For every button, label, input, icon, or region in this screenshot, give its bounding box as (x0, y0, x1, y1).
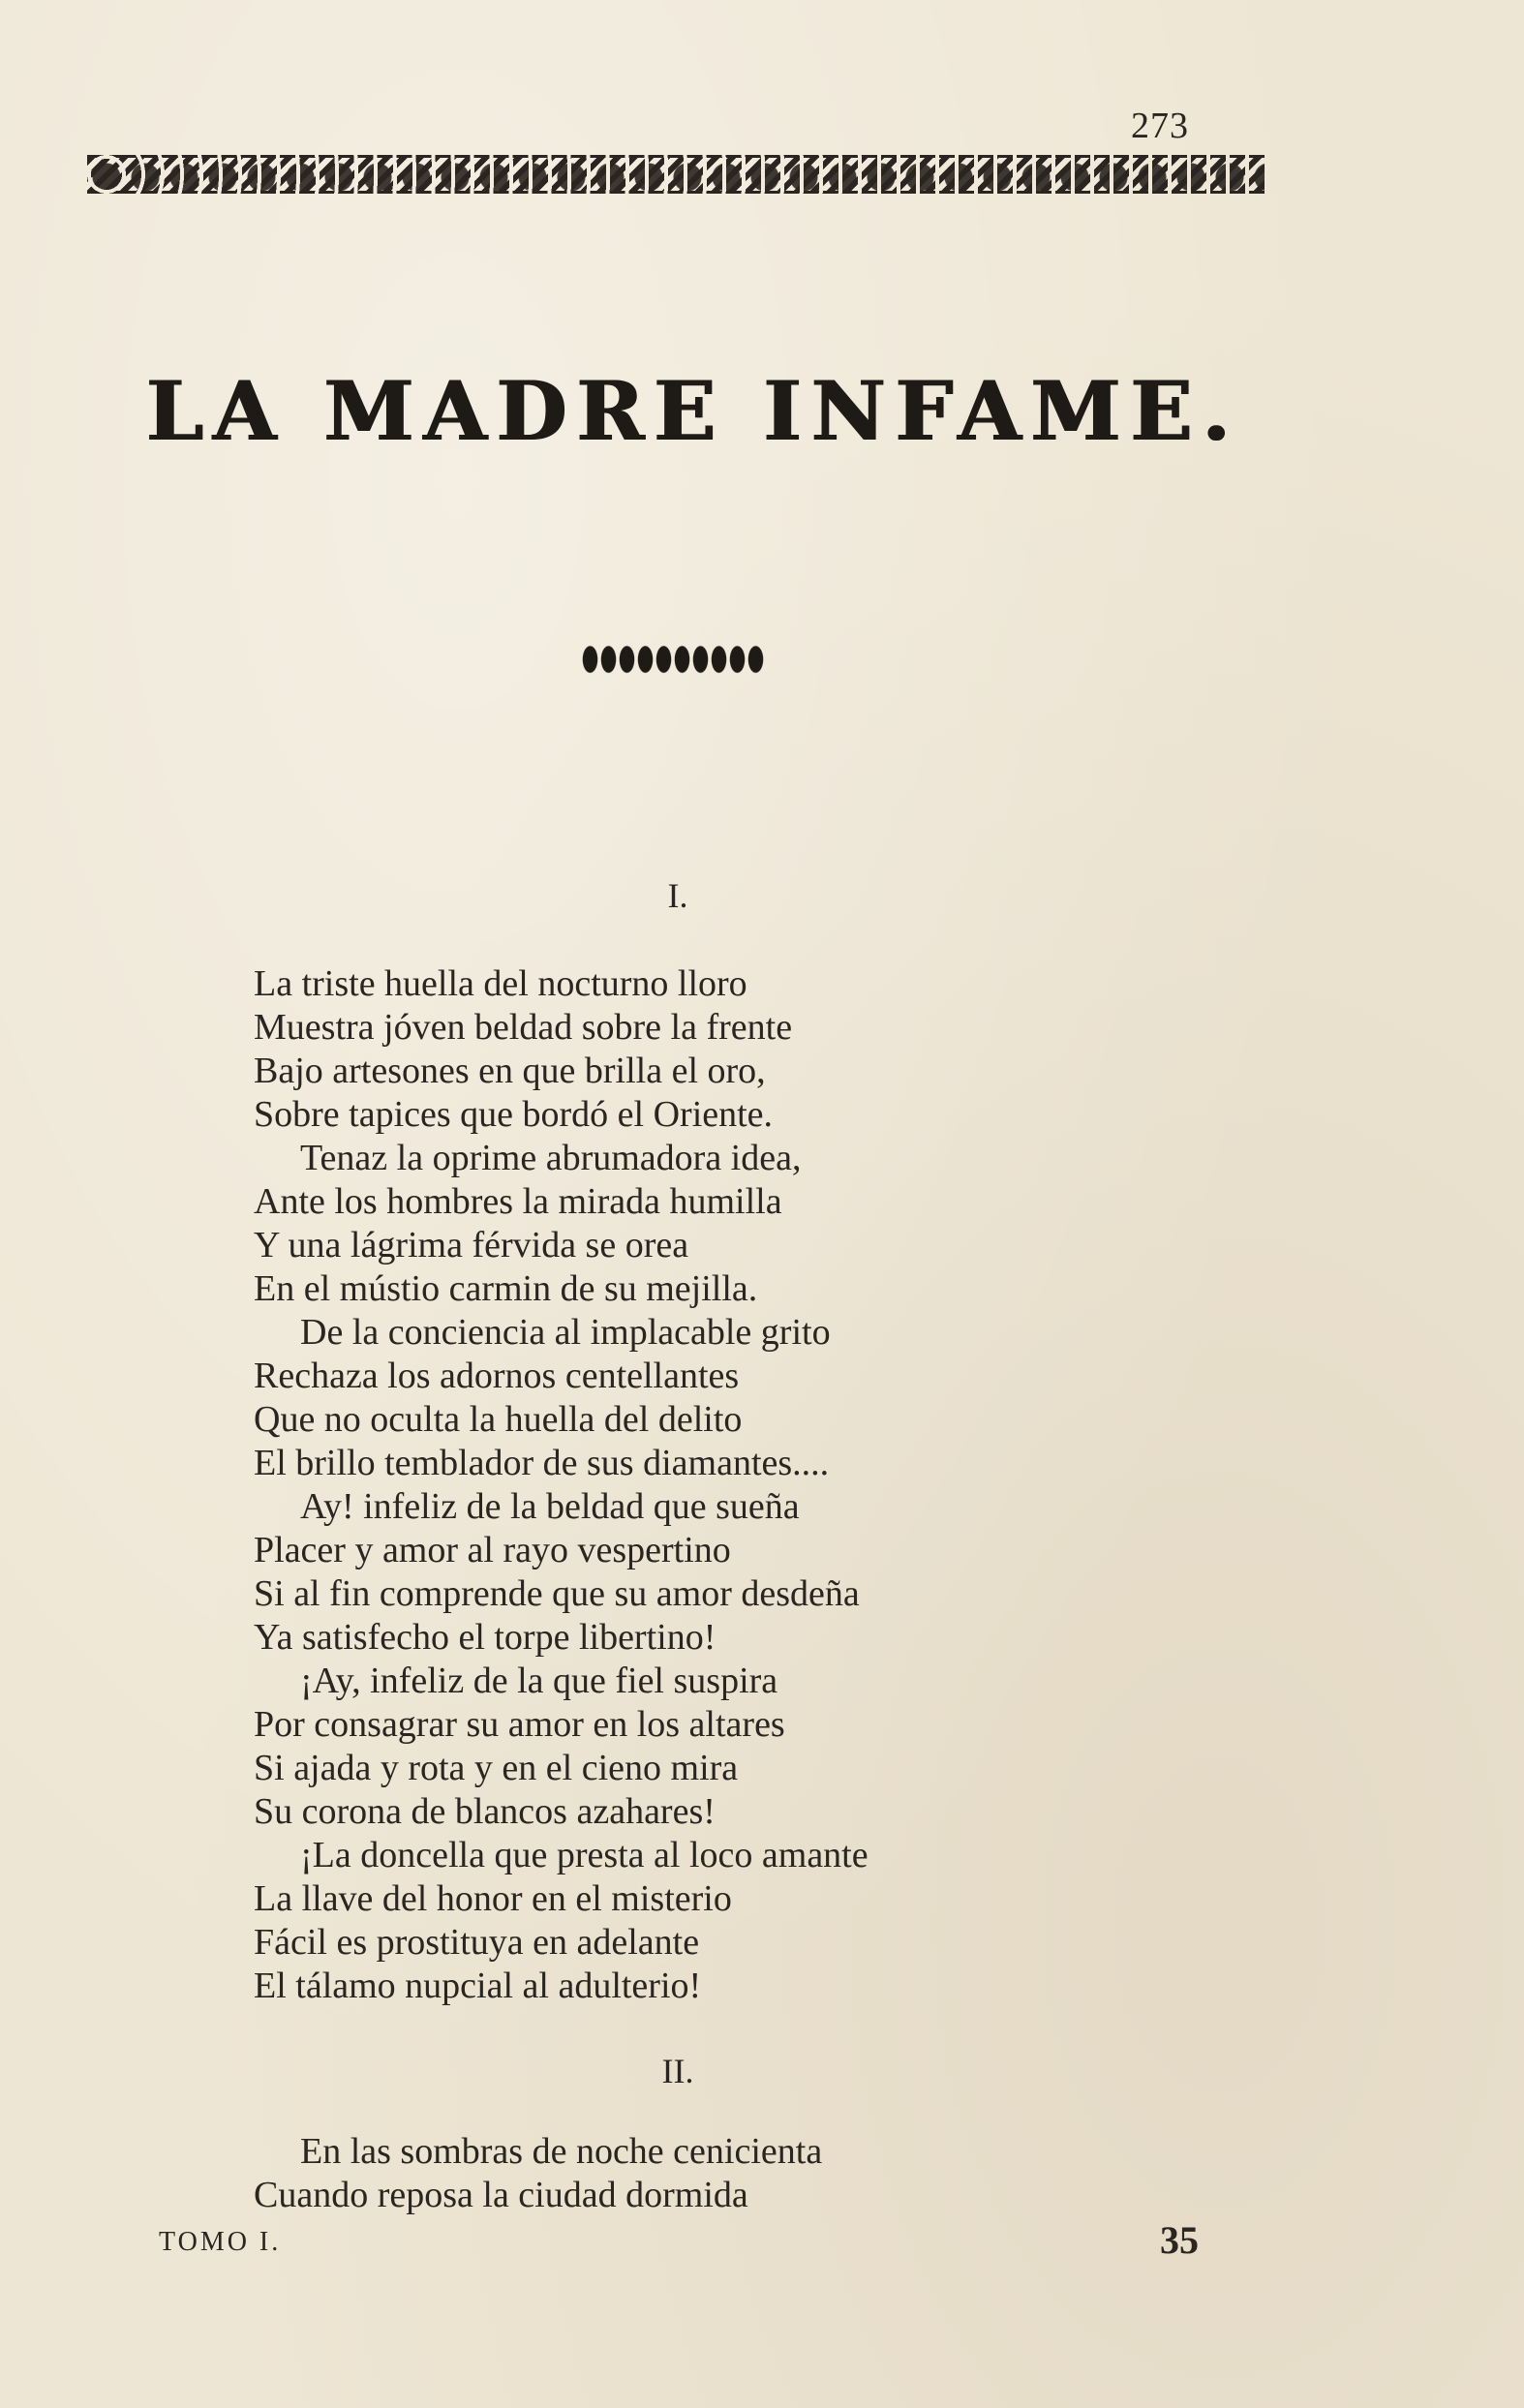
verse-line: ¡Ay, infeliz de la que fiel suspira (300, 1661, 778, 1701)
verse-section-2 (254, 2130, 1125, 2217)
verse-line: Su corona de blancos azahares! (254, 1791, 716, 1832)
verse-line: La llave del honor en el misterio (254, 1878, 732, 1919)
verse-line: Que no oculta la huella del delito (254, 1399, 743, 1440)
verse-line: Cuando reposa la ciudad dormida (254, 2175, 748, 2215)
volume-footer: TOMO I. (159, 2227, 282, 2257)
verse-line: El tálamo nupcial al adulterio! (254, 1966, 702, 2006)
verse-line: Fácil es prostituya en adelante (254, 1922, 700, 1963)
verse-line: Y una lágrima férvida se orea (254, 1225, 689, 1265)
verse-line: Placer y amor al rayo vespertino (254, 1530, 731, 1570)
header-ornament-scallops (87, 158, 1268, 191)
verse-line: El brillo temblador de sus diamantes.... (254, 1443, 830, 1483)
verse-line: Ya satisfecho el torpe libertino! (254, 1617, 716, 1658)
verse-line: Tenaz la oprime abrumadora idea, (300, 1138, 802, 1178)
verse-line: Por consagrar su amor en los altares (254, 1704, 785, 1745)
title-dingbat (581, 643, 765, 676)
verse-line: Ay! infeliz de la beldad que sueña (300, 1486, 800, 1527)
verse-line: ¡La doncella que presta al loco amante (300, 1835, 869, 1875)
verse-line: Muestra jóven beldad sobre la frente (254, 1007, 793, 1048)
verse-line: En las sombras de noche cenicienta (300, 2131, 823, 2172)
verse-line: En el mústio carmin de su mejilla. (254, 1268, 758, 1309)
section-number-2: II. (661, 2052, 694, 2090)
poem-title: LA MADRE INFAME. (145, 363, 1239, 459)
header-ornament (87, 155, 1268, 194)
verse-line: Si al fin comprende que su amor desdeña (254, 1573, 860, 1614)
verse-line: Sobre tapices que bordó el Oriente. (254, 1094, 774, 1135)
verse-line: Si ajada y rota y en el cieno mira (254, 1748, 739, 1788)
verse-line: Rechaza los adornos centellantes (254, 1356, 740, 1396)
verse-line: La triste huella del nocturno lloro (254, 963, 747, 1004)
page-number: 273 (1131, 106, 1189, 146)
section-number-1: I. (667, 876, 688, 915)
verse-line: Ante los hombres la mirada humilla (254, 1181, 782, 1222)
signature-mark: 35 (1160, 2218, 1199, 2262)
verse-line: Bajo artesones en que brilla el oro, (254, 1051, 766, 1091)
verse-section-1 (254, 962, 1125, 2008)
verse-line: De la conciencia al implacable grito (300, 1312, 831, 1353)
